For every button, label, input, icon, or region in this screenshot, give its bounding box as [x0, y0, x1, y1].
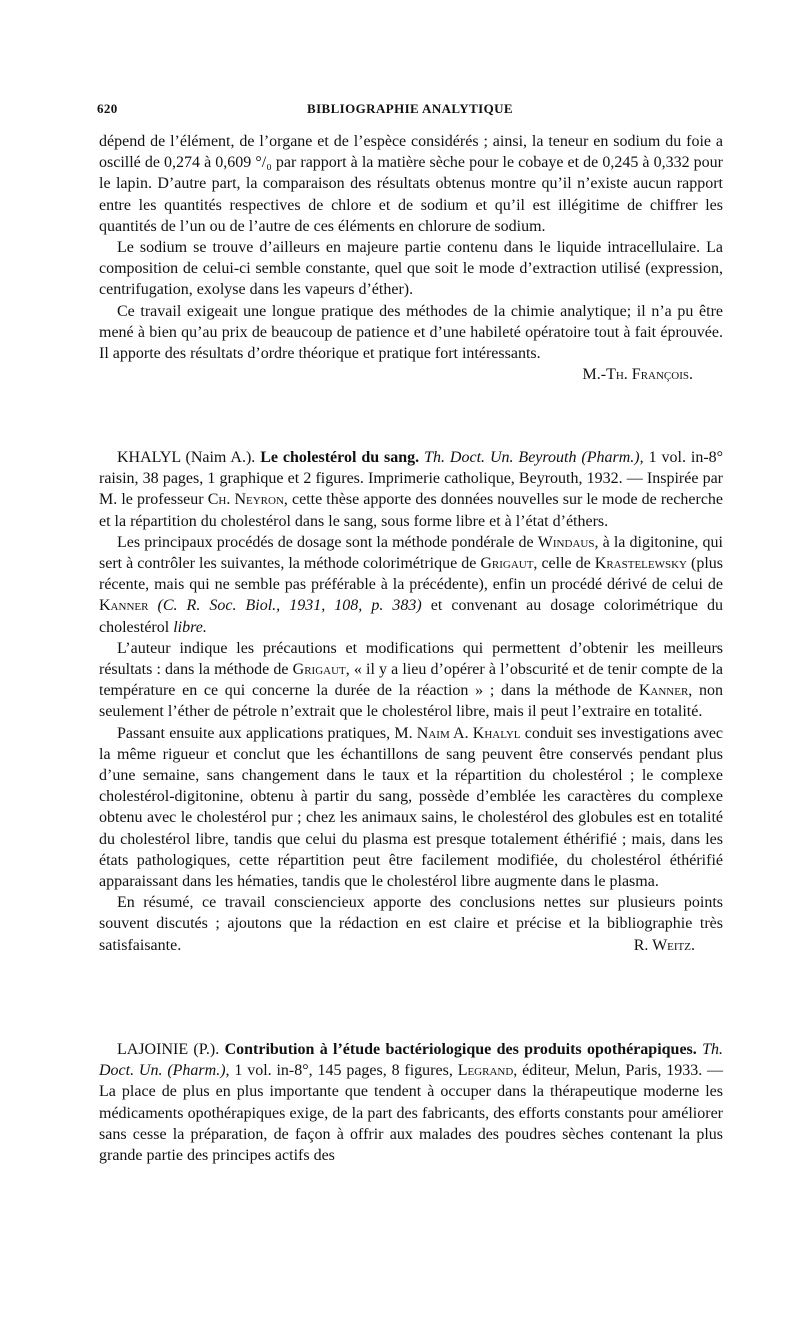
person-name: Legrand, — [457, 1062, 518, 1080]
running-title: BIBLIOGRAPHIE ANALYTIQUE — [307, 101, 513, 116]
review-francois — [99, 131, 723, 385]
review-author: KHALYL (Naim A.). — [117, 449, 256, 466]
paragraph: En résumé, ce travail consciencieux apporte des conclusions nettes sur plusieurs points souvent discutés ; ajoutons que la rédaction en est claire et précise et la bibliographie très satisfaisante. R. Weitz. — [99, 892, 723, 956]
person-name: Grigaut, — [292, 661, 350, 679]
signature: M.-Th. François. — [582, 366, 693, 384]
signature: R. Weitz. — [633, 936, 695, 954]
paragraph: LAJOINIE (P.). Contribution à l’étude bactériologique des produits opothérapiques. Th. Doct. Un. (Pharm.), 1 vol. in-8°, 145 pages, 8 figures, Legrand, éditeur, Melun, Paris, 1933. — La place de plus en plus importante que tendent à occuper dans la thérapeutique moderne les médicaments opothérapiques exige, de la part des fabricants, des efforts constants pour améliorer sans cesse la préparation, de façon à offrir aux malades des poudres sèches contenant la plus grande partie des principes actifs des — [99, 1041, 724, 1165]
person-name: Windaus, — [537, 533, 599, 551]
review-title: Le cholestérol du sang. — [260, 449, 420, 466]
paragraph: Le sodium se trouve d’ailleurs en majeure partie contenu dans le liquide intracellulaire. La composition de celui-ci semble constante, quel que soit le mode d’extraction utilisé (expression, centrifugation, exolyse dans les vapeurs d’éther). — [99, 239, 723, 299]
paragraph: dépend de l’élément, de l’organe et de l’espèce considérés ; ainsi, la teneur en sodium du foie a oscillé de 0,274 à 0,609 °/₀ par rapport à la matière sèche pour le cobaye et de 0,245 à 0,332 pour le lapin. D’autre part, la comparaison des résultats obtenus montre qu’il n’existe aucun rapport entre les quantités respectives de chlore et de sodium et qu’il est illégitime de chiffrer les quantités de l’un ou de l’autre de ces éléments en chlorure de sodium. — [99, 133, 723, 235]
review-source: Th. Doct. Un. Beyrouth (Pharm.), — [424, 449, 644, 466]
paragraph: KHALYL (Naim A.). Le cholestérol du sang. Th. Doct. Un. Beyrouth (Pharm.), 1 vol. in-8° raisin, 38 pages, 1 graphique et 2 figures. Imprimerie catholique, Beyrouth, 1932. — Inspirée par M. le professeur Ch. Neyron, cette thèse apporte des données nouvelles sur le mode de recherche et la répartition du cholestérol dans le sang, sous forme libre et à l’état d’éthers. — [99, 449, 724, 530]
paragraph: Passant ensuite aux applications pratiques, M. Naim A. Khalyl conduit ses investigations avec la même rigueur et conclut que les échantillons de sang peuvent être conservés pendant plus d’une semaine, sans changement dans le taux et la répartition du cholestérol ; le complexe cholestérol-digitonine, obtenu à partir du sang, possède d’emblée les caractères du complexe obtenu avec le cholestérol pur ; chez les animaux sains, le cholestérol des globules est en totalité du cholestérol libre, tandis que celui du plasma est presque totalement éthérifié ; mais, dans les états pathologiques, cette répartition peut être facilement modifiée, du cholestérol éthérifié apparaissant dans les hématies, tandis que le cholestérol libre augmente dans le plasma. — [99, 724, 724, 891]
page-number: 620 — [97, 101, 118, 116]
citation: (C. R. Soc. Biol., 1931, 108, p. 383) — [157, 597, 422, 615]
person-name: Naim A. Khalyl — [416, 724, 521, 742]
person-name: Ch. Neyron, — [207, 491, 288, 509]
paragraph: L’auteur indique les précautions et modifications qui permettent d’obtenir les meilleurs résultats : dans la méthode de Grigaut, « il y a lieu d’opérer à l’obscurité et de tenir compte de la température en ce qui concerne la durée de la réaction » ; dans la méthode de Kanner, non seulement l’éther de pétrole n’extrait que le cholestérol libre, mais il peut l’extraire en totalité. — [99, 639, 724, 721]
review-source: Th. Doct. Un. (Pharm.), — [99, 1041, 724, 1080]
person-name: Kanner, — [638, 682, 693, 700]
person-name: Krastelewsky — [594, 555, 687, 573]
person-name: Grigaut, — [480, 555, 538, 573]
running-head — [97, 101, 722, 119]
review-lajoinie — [99, 1039, 723, 1166]
review-title: Contribution à l’étude bactériologique des produits opothérapiques. — [224, 1041, 697, 1058]
person-name: Kanner — [99, 597, 149, 615]
paragraph: Ce travail exigeait une longue pratique des méthodes de la chimie analytique; il n’a pu être mené à bien qu’au prix de beaucoup de patience et d’une habileté opératoire tout à fait éprouvée. Il apporte des résultats d’ordre théorique et pratique fort intéressants. — [99, 302, 723, 363]
paragraph: Les principaux procédés de dosage sont la méthode pondérale de Windaus, à la digitonine, qui sert à contrôler les suivantes, la méthode colorimétrique de Grigaut, celle de Krastelewsky (plus récente, mais qui ne semble pas préférable à la précédente), enfin un procédé dérivé de celui de Kanner (C. R. Soc. Biol., 1931, 108, p. 383) et convenant au dosage colorimétrique du cholestérol libre. — [99, 533, 724, 636]
review-khalyl — [99, 447, 723, 956]
review-author: LAJOINIE (P.). — [117, 1041, 220, 1058]
